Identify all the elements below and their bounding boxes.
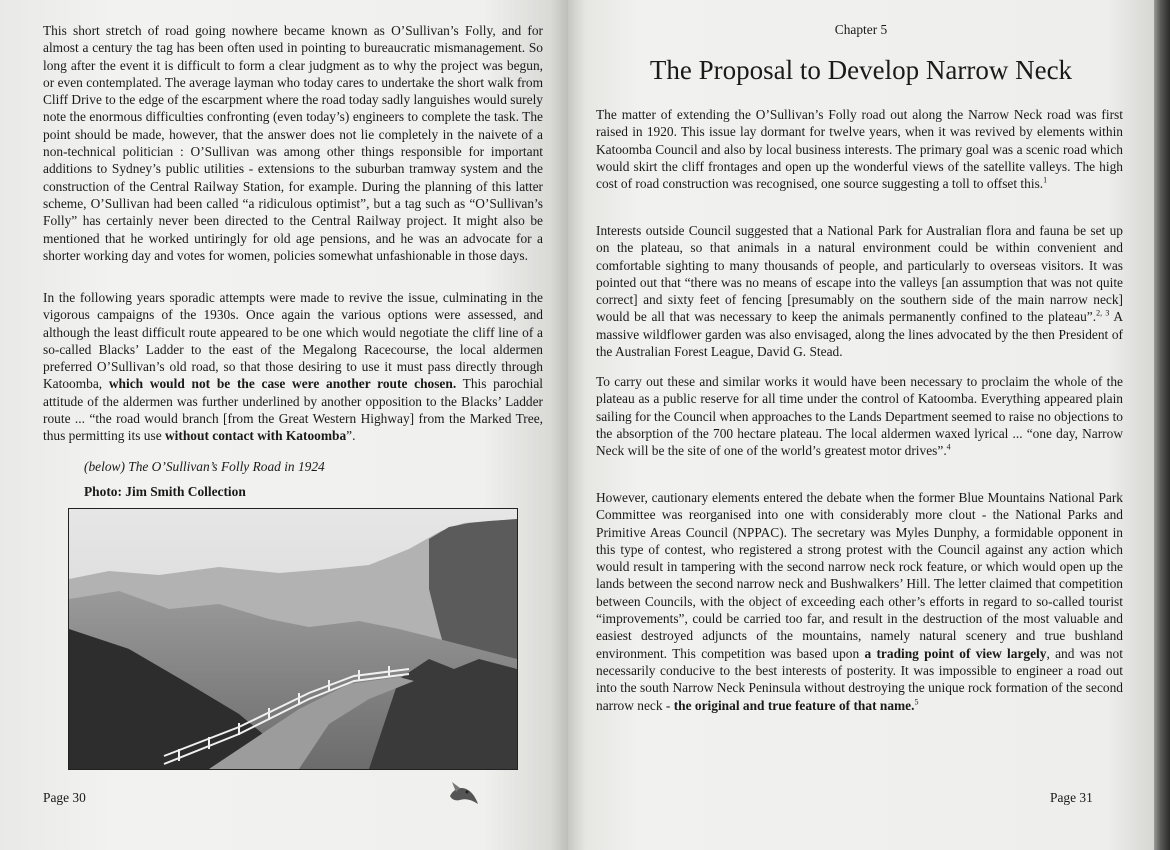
bold-text: which would not be the case were another route chosen. (108, 376, 457, 392)
footnote-ref: 1 (1043, 175, 1048, 185)
footnote-ref: 5 (914, 697, 919, 707)
chapter-title: The Proposal to Develop Narrow Neck (649, 55, 1073, 85)
text-run: The matter of extending the O’Sullivan’s Folly road out along the Narrow Neck road was first raised in 1920. This issue lay dormant for twelve years, when it was revived by elements within Katoomba Council and also by local business interests. The primary goal was a scenic road which would skirt the cliff frontages and open up the wonderful views of the satellite valleys. The high cost of road construction was recognised, one source suggesting a toll to offset this. (596, 107, 1123, 192)
bold-text: a trading point of view largely (864, 645, 1047, 661)
photo-caption: (below) The O’Sullivan’s Folly Road in 1924 (84, 459, 325, 474)
book-edge (1154, 0, 1170, 850)
paragraph-text (43, 289, 543, 445)
paragraph-text (596, 106, 1123, 192)
left-paragraph-2 (43, 289, 543, 445)
footnote-ref: 2, 3 (1096, 309, 1110, 319)
right-paragraph-4 (596, 489, 1123, 714)
right-paragraph-3 (596, 373, 1123, 459)
text-run: Interests outside Council suggested that a National Park for Australian flora and fauna be set up on the plateau, so that animals in a natural environment could be within convenient and comfortable sighting to many thousands of people, and particularly to overseas visitors. It was pointed out that “there was no means of escape into the valleys [an assumption that was not quite correct] and sixty feet of fencing [presumably on the southern side of the main narrow neck] would be all that was necessary to keep the animals permanently confined to the plateau”. (596, 223, 1123, 325)
text-run: In the following years sporadic attempts were made to revive the issue, culminating in the vigorous campaigns of the 1930s. Once again the various options were assessed, and although the least difficult route appeared to be one which would negotiate the cliff line of a so-called Blacks’ Ladder to the east of the Megalong Racecourse, the local aldermen preferred O’Sullivan’s old road, so that those desiring to use it must pass directly through Katoomba, (43, 290, 543, 392)
road-photo (68, 508, 518, 770)
paragraph-text (43, 22, 543, 264)
right-paragraph-2 (596, 222, 1123, 360)
text-run: This parochial attitude of the aldermen was further underlined by another opposition to the Blacks’ Ladder route ... “the road would branch [from the Great Western Highway] from the Marked Tree, thus permitting its use (43, 376, 544, 444)
chapter-label: Chapter 5 (834, 22, 888, 37)
left-paragraph-1 (43, 22, 543, 264)
text-run: A massive wildflower garden was also envisaged, along the lines advocated by the then President of the Australian Forest League, David G. Stead. (596, 309, 1123, 360)
paragraph-text (596, 489, 1123, 714)
text-run: To carry out these and similar works it would have been necessary to proclaim the whole of the plateau as a public reserve for all time under the control of Katoomba. Everything appeared plain sailing for the Council when approaches to the Lands Department seemed to raise no objections to the absorption of the 700 hectare plateau. The local aldermen waxed lyrical ... “one day, Narrow Neck will be the site of one of the world’s greatest motor drives”. (596, 374, 1123, 459)
bold-text: the original and true feature of that name. (673, 697, 915, 713)
bold-text: without contact with Katoomba (165, 428, 347, 444)
right-paragraph-1 (596, 106, 1123, 192)
right-page (568, 0, 1154, 850)
paragraph-text (596, 222, 1123, 360)
text-run: ”. (346, 428, 356, 444)
text-run: However, cautionary elements entered the debate when the former Blue Mountains National Park Committee was reorganised into one with considerably more clout - the National Parks and Primitive Areas Council (NPPAC). The secretary was Myles Dunphy, a formidable opponent in this type of contest, who registered a strong protest with the Council against any action which would result in tampering with the second narrow neck rock feature, or which would open up the lands between the second narrow neck and Bushwalkers’ Hill. The letter claimed that competition between Councils, with the object of exceeding each other’s efforts in regard to so-called tourist “improvements”, could be carried too far, and result in the destruction of the most valuable and easiest destroyed adjuncts of the mountains, namely natural scenery and true bushland environment. This competition was based upon (596, 490, 1123, 661)
bird-ornament-icon (442, 778, 482, 808)
text-run: This short stretch of road going nowhere became known as O’Sullivan’s Folly, and for almost a century the tag has been often used in pointing to bureaucratic mismanagement. So long after the event it is difficult to form a clear judgment as to why the project was begun, or even contemplated. The average layman who today cares to undertake the short walk from Cliff Drive to the edge of the escarpment where the road today sadly languishes would surely note the enormous difficulties confronting (even today’s) engineers to complete the task. The point should be made, however, that the answer does not lie completely in the naivete of a non-technical politician : O’Sullivan was among other things responsible for important additions to Sydney’s public utilities - extensions to the suburban tramway system and the construction of the Central Railway Station, for example. During the planning of this latter scheme, O’Sullivan had been called “a ridiculous optimist”, but a tag such as “O’Sullivan’s Folly” has certainly never been directed to the Central Railway project. It might also be mentioned that he worked untiringly for old age pensions, and he was an advocate for a shorter working day and votes for women, policies somewhat unfashionable in those days. (43, 23, 543, 263)
left-page (0, 0, 568, 850)
page-number-right: Page 31 (1050, 790, 1093, 805)
photo-credit: Photo: Jim Smith Collection (84, 484, 246, 499)
road-photo-image (69, 509, 517, 769)
footnote-ref: 4 (946, 442, 951, 452)
page-number-left: Page 30 (43, 790, 86, 805)
paragraph-text (596, 373, 1123, 459)
text-run: , and was not necessarily conducive to the best interests of posterity. It was impossible to engineer a road out into the south Narrow Neck Peninsula without destroying the unique rock formation of the second narrow neck - (596, 645, 1123, 713)
